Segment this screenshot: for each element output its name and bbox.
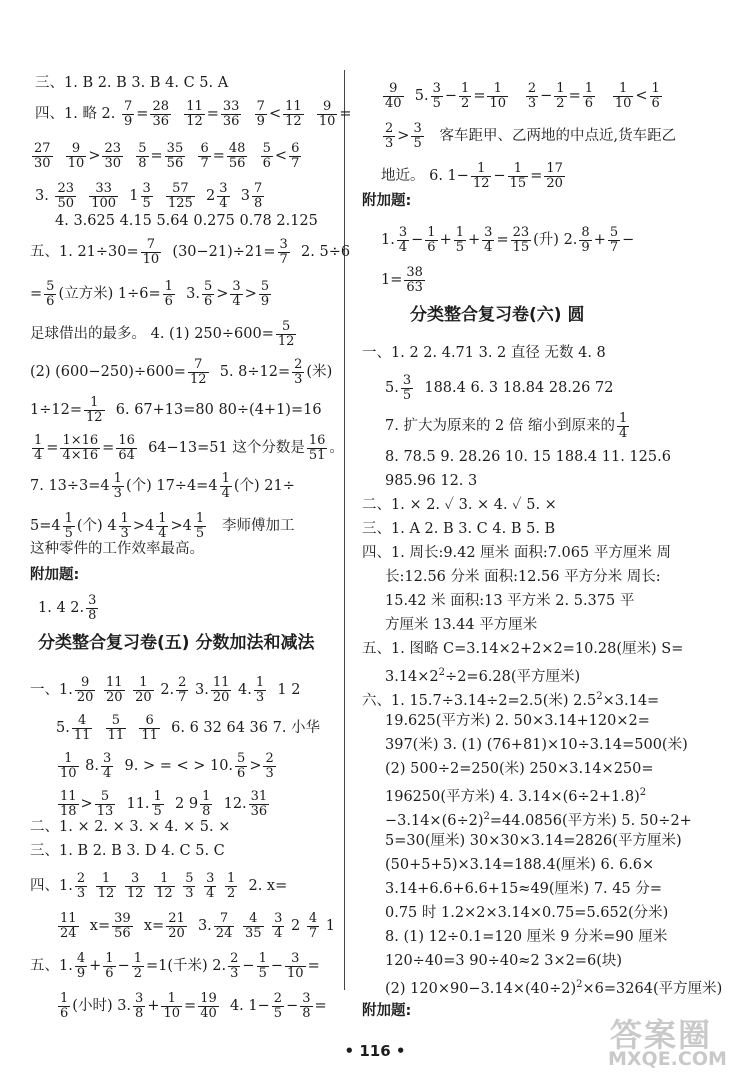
answer-line: $\frac{9}{40}$ 5. $\frac{3}{5}$ − $\frac{1}{2}$ = $\frac{1}{10}$ $\frac{2}{3}$ − $\frac{1}{2}$ = $\frac{1}{6}$ $\frac{1}{10}$ < $\frac{1}{6}$ (385, 81, 660, 111)
answer-line: 方厘米 13.44 平方厘米 (385, 617, 538, 633)
answer-line: 1÷12= $\frac{1}{12}$ 6. 67+13=80 80÷(4+1)=16 (30, 395, 322, 425)
answer-line: 三、1. B 2. B 3. D 4. C 5. C (30, 843, 225, 859)
section-title: 分类整合复习卷(六) 圆 (410, 305, 585, 325)
answer-line: 19.625(平方米) 2. 50×3.14+120×2= (385, 713, 650, 729)
answer-line: = $\frac{5}{6}$ (立方米) 1÷6= $\frac{1}{6}$ 3. $\frac{5}{6}$ > $\frac{3}{4}$ > $\frac{5}{9}$ (30, 279, 270, 309)
answer-line: 五、1. $\frac{4}{9}$ + $\frac{1}{6}$ − $\frac{1}{2}$ =1(千米) 2. $\frac{2}{3}$ − $\frac{1}{5}$ − $\frac{3}{10}$ = (30, 951, 320, 981)
bonus-heading: 附加题: (30, 567, 80, 583)
answer-line: 地近。 6. 1− $\frac{1}{12}$ − $\frac{1}{15}$ = $\frac{17}{20}$ (381, 161, 563, 191)
answer-line: 8. 78.5 9. 28.26 10. 15 188.4 11. 125.6 (385, 449, 671, 465)
answer-line: $\frac{1}{6}$ (小时) 3. $\frac{3}{8}$ + $\frac{1}{10}$ = $\frac{19}{40}$ 4. 1− $\frac{2}{5}$ − $\frac{3}{8}$ = (60, 991, 327, 1021)
answer-line: 120÷40=3 90÷40≈2 3×2=6(块) (385, 953, 623, 969)
bonus-heading: 附加题: (362, 193, 412, 209)
answer-line: (2) 500÷2=250(米) 250×3.14×250= (385, 761, 654, 777)
answer-line: 7. 13÷3=4 $\frac{1}{3}$ (个) 17÷4=4 $\frac{1}{4}$ (个) 21÷ (30, 471, 295, 501)
answer-line: 1. $\frac{3}{4}$ − $\frac{1}{6}$ + $\frac{1}{5}$ + $\frac{3}{4}$ = $\frac{23}{15}$ (升) 2. $\frac{8}{9}$ + $\frac{5}{7}$ − (381, 225, 635, 255)
answer-line: 五、1. 21÷30= $\frac{7}{10}$ (30−21)÷21= $\frac{3}{7}$ 2. 5÷6 (30, 237, 351, 267)
answer-line: (2) (600−250)÷600= $\frac{7}{12}$ 5. 8÷12= $\frac{2}{3}$ (米) (30, 357, 333, 387)
answer-line: $\frac{2}{3}$ > $\frac{3}{5}$ 客车距甲、乙两地的中点近,货车距乙 (385, 121, 677, 151)
answer-line: 足球借出的最多。 4. (1) 250÷600= $\frac{5}{12}$ (30, 319, 295, 349)
answer-line: 二、1. × 2. ✓ 3. × 4. ✓ 5. × (362, 497, 557, 513)
answer-line: 四、1. 略 2. $\frac{7}{9}$ = $\frac{28}{36}$ $\frac{11}{12}$ = $\frac{33}{36}$ $\frac{7}{9}$ < $\frac{11}{12}$ $\frac{9}{10}$ = (35, 99, 352, 129)
answer-line: 五、1. 图略 C=3.14×2+2×2=10.28(厘米) S= (362, 641, 684, 657)
answer-line: 3.14+6.6+6.6+15≈49(厘米) 7. 45 分= (385, 881, 662, 897)
section-title: 分类整合复习卷(五) 分数加法和减法 (38, 633, 315, 653)
answer-line: $\frac{11}{18}$ > $\frac{5}{13}$ 11. $\frac{1}{5}$ 2 9 $\frac{1}{8}$ 12. $\frac{31}{36}$ (60, 789, 268, 819)
page-number: • 116 • (344, 1042, 406, 1060)
answer-line: (50+5+5)×3.14=188.4(厘米) 6. 6.6× (385, 857, 655, 873)
answer-line: 长:12.56 分米 面积:12.56 平方分米 周长: (385, 569, 661, 585)
answer-line: 5=30(厘米) 30×30×3.14=2826(平方厘米) (385, 833, 682, 849)
answer-line: 5=4 $\frac{1}{5}$ (个) 4 $\frac{1}{3}$ >4 $\frac{1}{4}$ >4 $\frac{1}{5}$ 李师傅加工 (30, 511, 295, 541)
answer-line: 5. $\frac{3}{5}$ 188.4 6. 3 18.84 28.26 72 (385, 373, 614, 403)
answer-line: 0.75 时 1.2×2×3.14×0.75=5.652(分米) (385, 905, 669, 921)
watermark-url: MXQE.COM (608, 1048, 727, 1070)
answer-line: 196250(平方米) 4. $3.14\times(6\div 2+1.8)^2$ (385, 787, 647, 805)
answer-line: 7. 扩大为原来的 2 倍 缩小到原来的 $\frac{1}{4}$ (385, 411, 628, 441)
answer-line: 5. $\frac{4}{11}$ $\frac{5}{11}$ $\frac{6}{11}$ 6. 6 32 64 36 7. 小华 (56, 713, 321, 743)
answer-line: 1= $\frac{38}{63}$ (381, 265, 423, 295)
answer-line: 4. 3.625 4.15 5.64 0.275 0.78 2.125 (55, 213, 318, 229)
answer-line: 这种零件的工作效率最高。 (30, 541, 204, 557)
answer-line: 一、1. 2 2. 4.71 3. 2 直径 无数 4. 8 (362, 345, 606, 361)
answer-line: $\frac{11}{24}$ x= $\frac{39}{56}$ x= $\frac{21}{20}$ 3. $\frac{7}{24}$ $\frac{4}{35}$ $\frac{3}{4}$ 2 $\frac{4}{7}$ 1 (60, 911, 335, 941)
answer-line: 15.42 米 面积:13 平方米 2. 5.375 平 (385, 593, 635, 609)
answer-line: 三、1. A 2. B 3. C 4. B 5. B (362, 521, 556, 537)
answer-line: 一、1. $\frac{9}{20}$ $\frac{11}{20}$ $\frac{1}{20}$ 2. $\frac{2}{7}$ 3. $\frac{11}{20}$ 4. $\frac{1}{3}$ 1 2 (30, 675, 301, 705)
column-divider (344, 70, 345, 990)
answer-line: 四、1. $\frac{2}{3}$ $\frac{1}{12}$ $\frac{3}{12}$ $\frac{1}{12}$ $\frac{5}{3}$ $\frac{3}{4}$ $\frac{1}{2}$ 2. x= (30, 871, 288, 901)
answer-line: 六、1. 15.7÷3.14÷2=2.5(米) $2.5^2\times 3.14=$ (362, 691, 660, 709)
answer-line: $\frac{27}{30}$ $\frac{9}{10}$ > $\frac{23}{30}$ $\frac{5}{8}$ = $\frac{35}{56}$ $\frac{6}{7}$ = $\frac{48}{56}$ $\frac{5}{6}$ < $\frac{6}{7}$ (34, 141, 300, 171)
answer-line: (2) $120\times 90-3.14\times(40\div 2)^2\times 6=3264$(平方厘米) (385, 979, 723, 997)
bonus-heading: 附加题: (362, 1003, 412, 1019)
answer-line: $3.14\times 2^2\div 2=6.28$(平方厘米) (385, 667, 581, 685)
answer-line: 四、1. 周长:9.42 厘米 面积:7.065 平方厘米 周 (362, 545, 671, 561)
answer-line: $\frac{1}{4}$ = $\frac{1\times 16}{4\times 16}$ = $\frac{16}{64}$ 64−13=51 这个分数是 $\frac{16}{51}$ 。 (34, 433, 344, 463)
answer-line: 1. 4 2. $\frac{3}{8}$ (38, 593, 97, 623)
watermark-text: 答案圈 (610, 1016, 713, 1054)
answer-line: 985.96 12. 3 (385, 473, 478, 489)
answer-line: 3. $\frac{23}{50}$ $\frac{33}{100}$ 1 $\frac{3}{5}$ $\frac{57}{125}$ 2 $\frac{3}{4}$ 3 $\frac{7}{8}$ (35, 181, 263, 211)
answer-line: 二、1. × 2. × 3. × 4. × 5. × (30, 819, 231, 835)
answer-line: $-3.14\times(6\div 2)^2=44.0856$(平方米) 5. 50÷2+ (385, 811, 692, 829)
answer-line: 三、1. B 2. B 3. B 4. C 5. A (35, 75, 229, 91)
watermark-logo (600, 1010, 740, 1072)
answer-line: 397(米) 3. (1) (76+81)×10÷3.14=500(米) (385, 737, 688, 753)
answer-line: $\frac{1}{10}$ 8. $\frac{3}{4}$ 9. > = < > 10. $\frac{5}{6}$ > $\frac{2}{3}$ (60, 751, 274, 781)
answer-line: 8. (1) 12÷0.1=120 厘米 9 分米=90 厘米 (385, 929, 668, 945)
